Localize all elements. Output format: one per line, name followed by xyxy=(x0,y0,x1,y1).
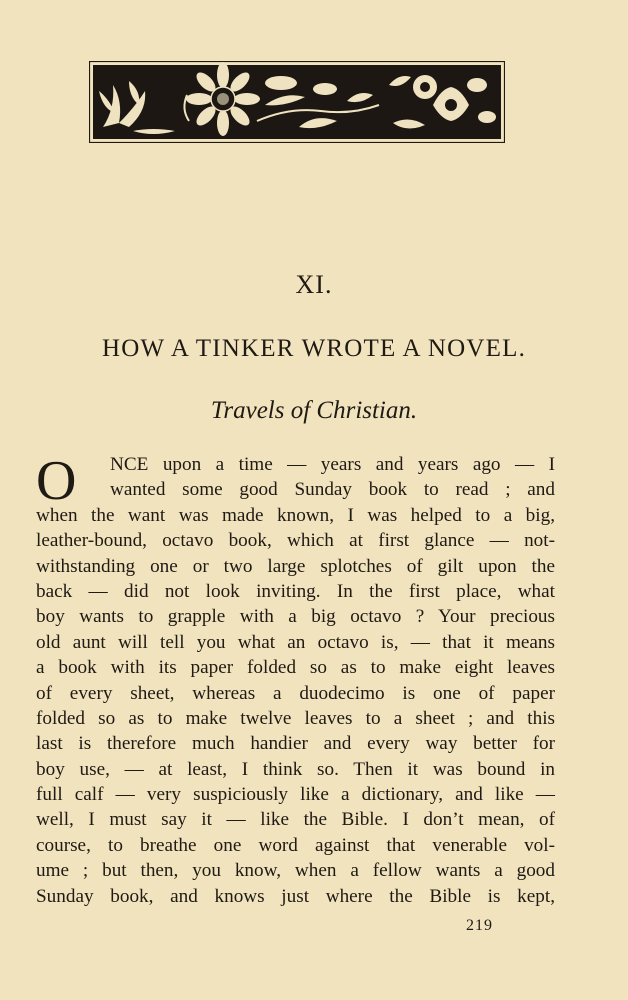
section-title: Travels of Christian. xyxy=(210,397,418,424)
text-line: folded so as to make twelve leaves to a sheet ; and this xyxy=(36,707,555,729)
text-line: ume ; but then, you know, when a fellow wants a good xyxy=(36,860,555,882)
text-line: a book with its paper folded so as to make eight leaves xyxy=(36,657,555,679)
drop-cap: O xyxy=(36,450,77,512)
text-line: full calf — very suspiciously like a dictionary, and like — xyxy=(36,784,555,806)
body-text xyxy=(36,452,555,909)
text-line: of every sheet, whereas a duodecimo is one of paper xyxy=(36,682,555,704)
text-line: boy use, — at least, I think so. Then it was bound in xyxy=(36,758,555,780)
text-line: leather-bound, octavo book, which at first glance — not- xyxy=(36,530,555,552)
text-line: back — did not look inviting. In the first place, what xyxy=(36,580,555,602)
text-line: wanted some good Sunday book to read ; and xyxy=(110,479,555,501)
chapter-title: HOW A TINKER WROTE A NOVEL. xyxy=(101,335,527,362)
text-line: well, I must say it — like the Bible. I don’t mean, of xyxy=(36,809,555,831)
chapter-number: XI. xyxy=(295,270,333,299)
text-line: withstanding one or two large splotches of gilt upon the xyxy=(36,555,555,577)
text-line: last is therefore much handier and every way better for xyxy=(36,733,555,755)
text-line: course, to breathe one word against that venerable vol- xyxy=(36,834,555,856)
floral-headpiece-icon xyxy=(89,61,505,143)
page-number: 219 xyxy=(466,917,493,934)
text-line: NCE upon a time — years and years ago — I xyxy=(110,454,555,475)
text-line: when the want was made known, I was helped to a big, xyxy=(36,504,555,526)
text-line: old aunt will tell you what an octavo is, — that it means xyxy=(36,631,555,653)
text-line: boy wants to grapple with a big octavo ? Your precious xyxy=(36,606,555,628)
text-line: Sunday book, and knows just where the Bible is kept, xyxy=(36,885,555,907)
